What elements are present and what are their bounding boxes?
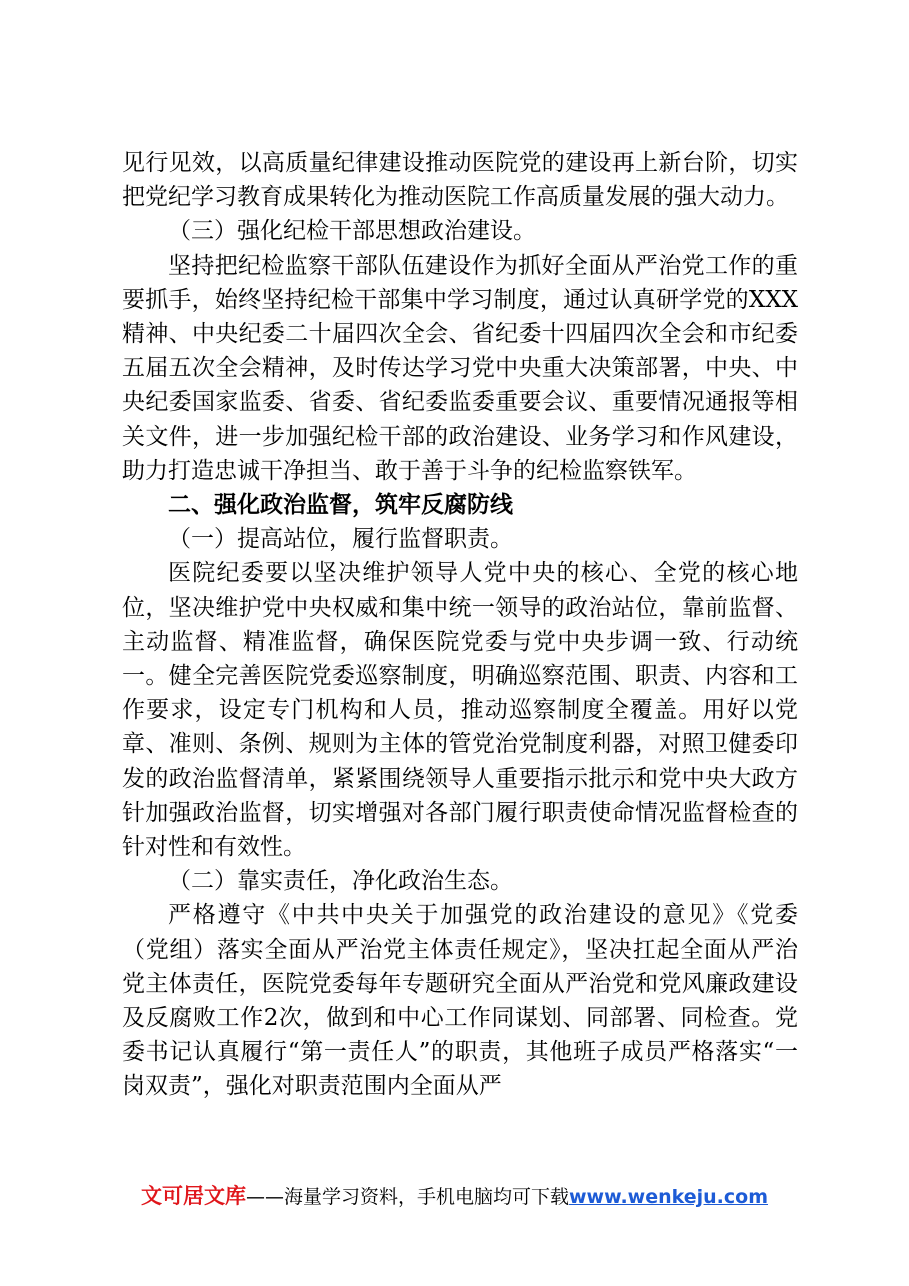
paragraph-cadre-building: 坚持把纪检监察干部队伍建设作为抓好全面从严治党工作的重要抓手，始终坚持纪检干部集中学习制度，通过认真研学党的XXX精神、中央纪委二十届四次全会、省纪委十四届四次全会和市纪委五届五次全会精神，及时传达学习党中央重大决策部署，中央、中央纪委国家监委、省委、省纪委监委重要会议、重要情况通报等相关文件，进一步加强纪检干部的政治建设、业务学习和作风建设，助力打造忠诚干净担当、敢于善于斗争的纪检监察铁军。 xyxy=(122,252,798,484)
paragraph-responsibility: 严格遵守《中共中央关于加强党的政治建设的意见》《党委（党组）落实全面从严治党主体责任规定》，坚决扛起全面从严治党主体责任，医院党委每年专题研究全面从严治党和党风廉政建设及反腐败工作2次，做到和中心工作同谋划、同部署、同检查。党委书记认真履行“第一责任人”的职责，其他班子成员严格落实“一岗双责”，强化对职责范围内全面从严 xyxy=(122,902,798,1100)
footer-brand: 文可居文库 xyxy=(140,1184,246,1208)
subheading-two: （二）靠实责任，净化政治生态。 xyxy=(168,868,513,895)
document-body xyxy=(122,146,798,1104)
footer-url-link[interactable]: www.wenkeju.com xyxy=(569,1186,769,1208)
paragraph-continuation: 见行见效，以高质量纪律建设推动医院党的建设再上新台阶，切实把党纪学习教育成果转化为推动医院工作高质量发展的强大动力。 xyxy=(122,150,798,211)
subheading-three: （三）强化纪检干部思想政治建设。 xyxy=(168,218,536,245)
footer-banner xyxy=(0,1180,909,1210)
section-heading-two: 二、强化政治监督，筑牢反腐防线 xyxy=(168,492,513,519)
subheading-one: （一）提高站位，履行监督职责。 xyxy=(168,526,513,553)
paragraph-supervision: 医院纪委要以坚决维护领导人党中央的核心、全党的核心地位，坚决维护党中央权威和集中统一领导的政治站位，靠前监督、主动监督、精准监督，确保医院党委与党中央步调一致、行动统一。健全完善医院党委巡察制度，明确巡察范围、职责、内容和工作要求，设定专门机构和人员，推动巡察制度全覆盖。用好以党章、准则、条例、规则为主体的管党治党制度利器，对照卫健委印发的政治监督清单，紧紧围绕领导人重要指示批示和党中央大政方针加强政治监督，切实增强对各部门履行职责使命情况监督检查的针对性和有效性。 xyxy=(122,560,798,861)
footer-tagline: ——海量学习资料，手机电脑均可下载 xyxy=(245,1186,569,1208)
